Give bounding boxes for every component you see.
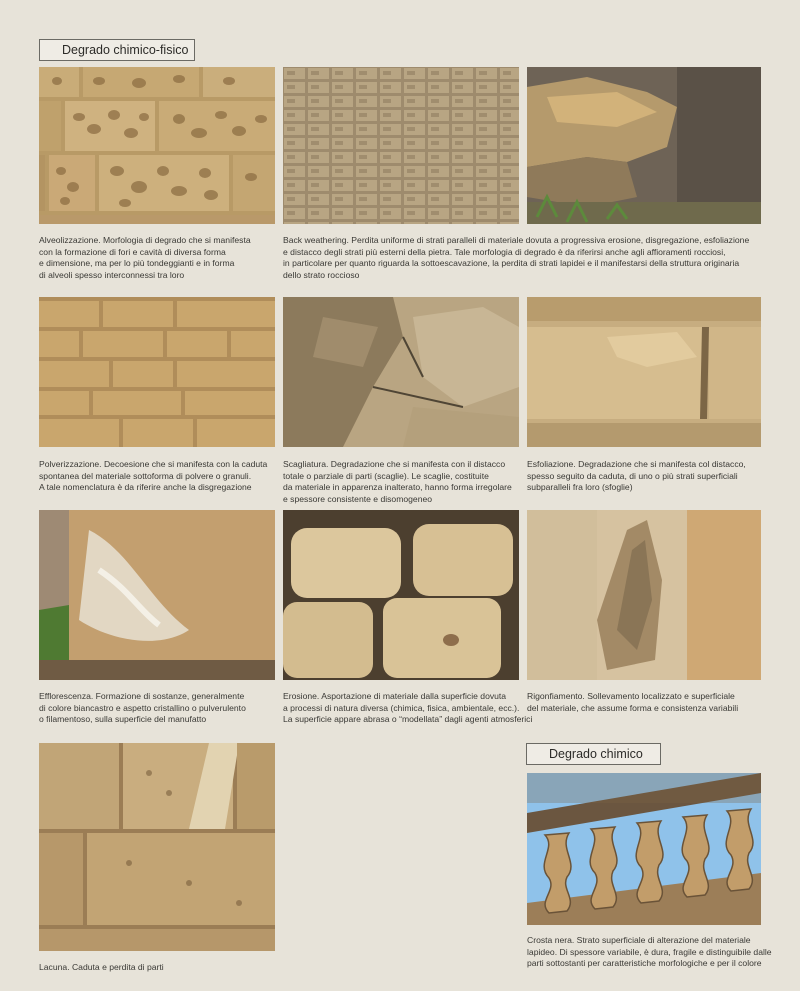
caption-esfoliazione: Esfoliazione. Degradazione che si manifesta col distacco, spesso seguito da caduta, di uno o più strati superficiali subparalleli fra loro (sfoglie) (527, 459, 746, 493)
photo-esfoliazione (527, 297, 761, 447)
caption-polverizzazione: Polverizzazione. Decoesione che si manifesta con la caduta spontanea del materiale sottoforma di polvere o granuli. A tale nomenclatura è da riferire anche la disgregazione (39, 459, 268, 493)
caption-efflorescenza: Efflorescenza. Formazione di sostanze, generalmente di colore biancastro e aspetto cristallino o pulverulento o filamentoso, sulla superficie del manufatto (39, 691, 246, 725)
photo-rigonfiamento (527, 510, 761, 680)
photo-alveolizzazione (39, 67, 275, 224)
photo-efflorescenza (39, 510, 275, 680)
caption-lacuna: Lacuna. Caduta e perdita di parti (39, 962, 164, 972)
photo-back-weathering-outcrop (527, 67, 761, 224)
caption-crosta-nera: Crosta nera. Strato superficiale di alterazione del materiale lapideo. Di spessore variabile, è dura, fragile e distinguibile dalle parti sottostanti per caratteristiche morfologiche e per il colore (527, 935, 772, 969)
photo-back-weathering (283, 67, 519, 224)
caption-alveolizzazione: Alveolizzazione. Morfologia di degrado che si manifesta con la formazione di fori e cavità di diversa forma e dimensione, ma per lo più tondeggianti e in forma di alveoli spesso interconnessi tra loro (39, 235, 251, 280)
section-label-chemico-fisico: Degrado chimico-fisico (39, 39, 195, 61)
section-label-chimico: Degrado chimico (526, 743, 661, 765)
photo-erosione (283, 510, 519, 680)
photo-crosta-nera (527, 773, 761, 925)
caption-rigonfiamento: Rigonfiamento. Sollevamento localizzato e superficiale del materiale, che assume forma e consistenza variabili (527, 691, 739, 713)
caption-back-weathering: Back weathering. Perdita uniforme di strati paralleli di materiale dovuta a progressiva erosione, disgregazione, esfoliazione e distacco degli strati più esterni della pietra. Tale morfologia di degrado è da riferirsi anche agli affioramenti rocciosi, in particolare per quanto riguarda la sottoescavazione, la perdita di strati lapidei e il manifestarsi della struttura originaria dello strato roccioso (283, 235, 750, 280)
caption-scagliatura: Scagliatura. Degradazione che si manifesta con il distacco totale o parziale di parti (scaglie). Le scaglie, costituite da materiale in apparenza inalterato, hanno forma irregolare e spessore consistente e disomogeneo (283, 459, 512, 504)
photo-lacuna (39, 743, 275, 951)
photo-scagliatura (283, 297, 519, 447)
caption-erosione: Erosione. Asportazione di materiale dalla superficie dovuta a processi di natura diversa (chimica, fisica, ambientale, ecc.). La superficie appare abrasa o “modellata” dagli agenti atmosferici (283, 691, 533, 725)
photo-polverizzazione (39, 297, 275, 447)
